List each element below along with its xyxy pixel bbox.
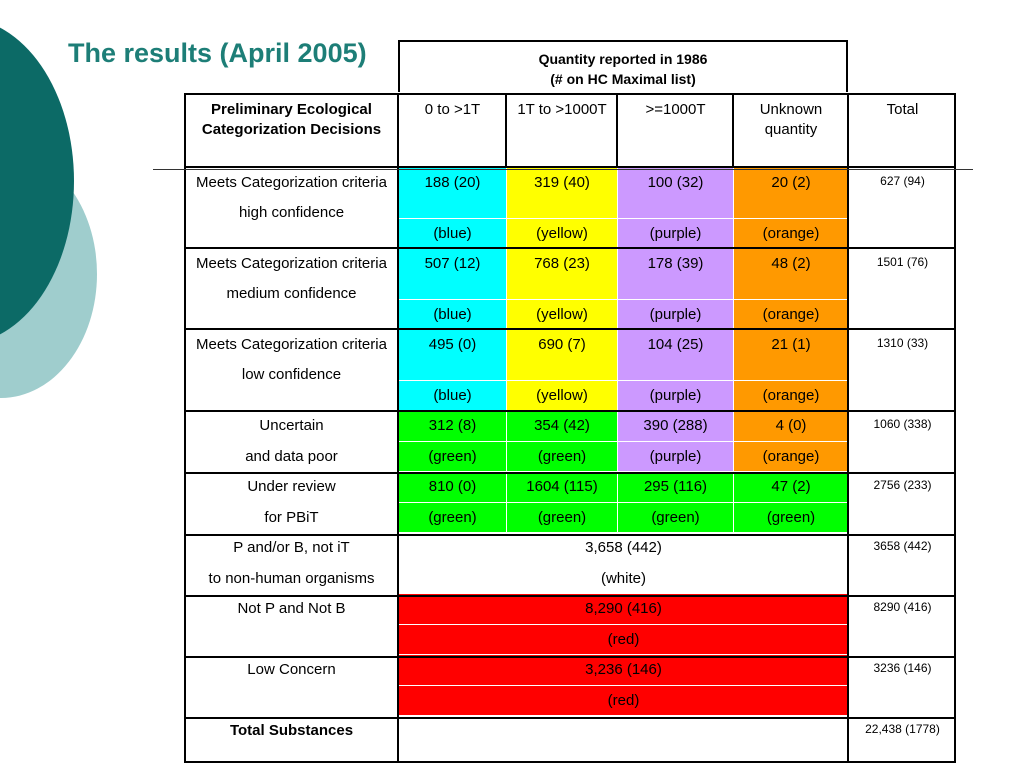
- color-label-cell: (blue): [399, 300, 507, 330]
- value-cell: 100 (32): [618, 168, 734, 219]
- total-cell: 627 (94): [849, 168, 957, 249]
- table-row: [185, 503, 957, 533]
- value-cell: 104 (25): [618, 330, 734, 381]
- color-label-cell: (yellow): [507, 300, 618, 330]
- value-cell: 495 (0): [399, 330, 507, 381]
- super-header-line1: Quantity reported in 1986: [538, 51, 708, 67]
- total-cell: 3658 (442): [849, 533, 957, 594]
- total-cell: 2756 (233): [849, 472, 957, 533]
- value-cell: 21 (1): [734, 330, 849, 381]
- value-cell: 354 (42): [507, 411, 618, 442]
- super-header-line2: (# on HC Maximal list): [550, 71, 696, 87]
- table-row: [185, 249, 957, 300]
- color-label-cell: (orange): [734, 381, 849, 411]
- color-label-cell: (purple): [618, 442, 734, 472]
- merged-value-cell: 8,290 (416): [399, 594, 849, 625]
- merged-color-label-cell: (white): [399, 564, 849, 594]
- value-cell: 1604 (115): [507, 472, 618, 503]
- color-label-cell: (blue): [399, 219, 507, 249]
- quantity-super-header: [398, 40, 848, 92]
- color-label-cell: (green): [399, 442, 507, 472]
- value-cell: 4 (0): [734, 411, 849, 442]
- merged-value-cell: 3,658 (442): [399, 533, 849, 564]
- color-label-cell: (green): [734, 503, 849, 533]
- header-col4: Unknown quantity: [734, 94, 849, 168]
- value-cell: 20 (2): [734, 168, 849, 219]
- value-cell: 312 (8): [399, 411, 507, 442]
- table-row: [185, 330, 957, 381]
- color-label-cell: (green): [507, 442, 618, 472]
- row-label: [185, 330, 399, 411]
- color-label-cell: (purple): [618, 219, 734, 249]
- slide-title: The results (April 2005): [68, 38, 367, 68]
- total-cell: 1060 (338): [849, 411, 957, 472]
- row-label-line1: P and/or B, not iT: [185, 533, 399, 564]
- color-label-cell: (orange): [734, 300, 849, 330]
- header-col2: 1T to >1000T: [507, 94, 618, 168]
- color-label-cell: (orange): [734, 442, 849, 472]
- value-cell: 690 (7): [507, 330, 618, 381]
- value-cell: 768 (23): [507, 249, 618, 300]
- header-row: [185, 94, 957, 168]
- total-cell: 1310 (33): [849, 330, 957, 411]
- value-cell: 188 (20): [399, 168, 507, 219]
- header-category: Preliminary Ecological Categorization Decisions: [185, 94, 399, 168]
- row-label-line2: low confidence: [241, 366, 342, 383]
- color-label-cell: (purple): [618, 381, 734, 411]
- footer-label: Total Substances: [185, 716, 399, 760]
- merged-color-label-cell: (red): [399, 686, 849, 716]
- row-label-line1: Meets Categorization criteria: [196, 336, 387, 353]
- color-label-cell: (blue): [399, 381, 507, 411]
- value-cell: 48 (2): [734, 249, 849, 300]
- table-row: [185, 472, 957, 503]
- merged-value-cell: 3,236 (146): [399, 655, 849, 686]
- results-table: [184, 93, 957, 760]
- row-label-line1: Meets Categorization criteria: [196, 174, 387, 191]
- header-rule: [153, 169, 973, 170]
- table-row: [185, 411, 957, 442]
- table-row: [185, 594, 957, 625]
- value-cell: 810 (0): [399, 472, 507, 503]
- row-label-line2: high confidence: [238, 204, 345, 221]
- row-label-line2: for PBiT: [185, 503, 399, 533]
- table-row: [185, 655, 957, 686]
- color-label-cell: (green): [618, 503, 734, 533]
- value-cell: 47 (2): [734, 472, 849, 503]
- row-label-line1: Under review: [185, 472, 399, 503]
- value-cell: 178 (39): [618, 249, 734, 300]
- color-label-cell: (orange): [734, 219, 849, 249]
- row-label: [185, 249, 399, 330]
- row-label: [185, 168, 399, 249]
- merged-color-label-cell: (red): [399, 625, 849, 655]
- color-label-cell: (green): [507, 503, 618, 533]
- header-total: Total: [849, 94, 957, 168]
- color-label-cell: (purple): [618, 300, 734, 330]
- footer-row: [185, 716, 957, 760]
- color-label-cell: (yellow): [507, 381, 618, 411]
- table-row: [185, 533, 957, 564]
- color-label-cell: (green): [399, 503, 507, 533]
- table-row: [185, 442, 957, 472]
- value-cell: 507 (12): [399, 249, 507, 300]
- row-label-line1: Meets Categorization criteria: [196, 255, 387, 272]
- total-cell: 1501 (76): [849, 249, 957, 330]
- row-label-line2: and data poor: [185, 442, 399, 472]
- table-row: [185, 564, 957, 594]
- color-label-cell: (yellow): [507, 219, 618, 249]
- table-row: [185, 168, 957, 219]
- header-col1: 0 to >1T: [399, 94, 507, 168]
- row-label-line2: medium confidence: [226, 285, 357, 302]
- footer-empty-cell: [399, 716, 849, 760]
- value-cell: 295 (116): [618, 472, 734, 503]
- header-col3: >=1000T: [618, 94, 734, 168]
- footer-total: 22,438 (1778): [849, 716, 957, 760]
- row-label-line1: Uncertain: [185, 411, 399, 442]
- value-cell: 390 (288): [618, 411, 734, 442]
- row-label-line2: to non-human organisms: [185, 564, 399, 594]
- row-label-line1: Not P and Not B: [185, 594, 399, 655]
- row-label-line1: Low Concern: [185, 655, 399, 716]
- value-cell: 319 (40): [507, 168, 618, 219]
- total-cell: 8290 (416): [849, 594, 957, 655]
- total-cell: 3236 (146): [849, 655, 957, 716]
